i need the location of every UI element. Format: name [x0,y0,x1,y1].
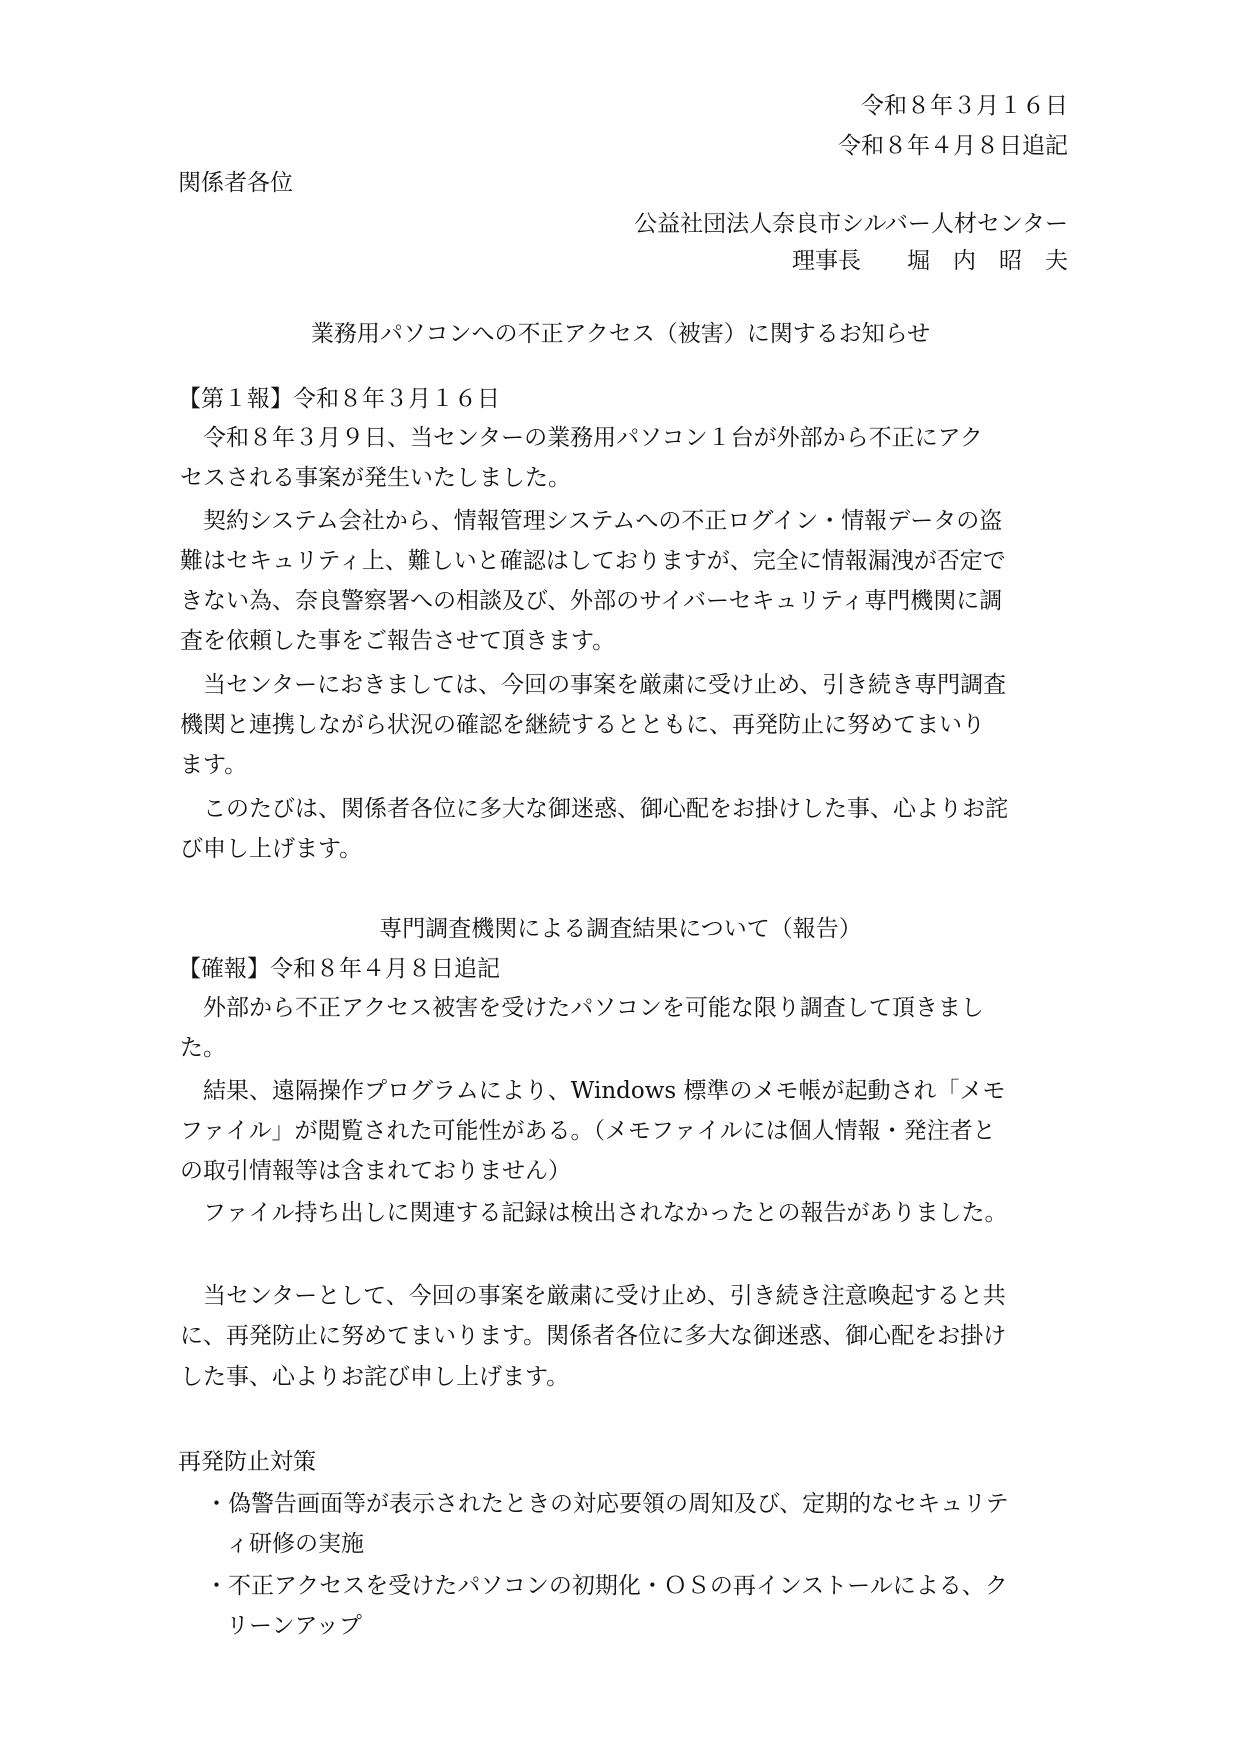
paragraph-line: ます。 [180,752,248,778]
date: 令和８年３月１６日 [861,93,1068,119]
measure-item: ・不正アクセスを受けたパソコンの初期化・ＯＳの再インストールによる、ク [205,1573,1008,1599]
signatory: 理事長 堀 内 昭 夫 [792,248,1068,274]
paragraph-line: 契約システム会社から、情報管理システムへの不正ログイン・情報データの盗 [203,508,1003,534]
measure-item-continuation: ィ研修の実施 [226,1531,364,1557]
paragraph-line: ファイル」が閲覧された可能性がある。（メモファイルには個人情報・発注者と [180,1118,996,1144]
measure-item: ・偽警告画面等が表示されたときの対応要領の周知及び、定期的なセキュリテ [205,1491,1009,1517]
measure-item-continuation: リーンアップ [226,1613,362,1639]
paragraph-line: 当センターにおきましては、今回の事案を厳粛に受け止め、引き続き専門調査 [203,672,1007,698]
organization: 公益社団法人奈良市シルバー人材センター [634,211,1068,237]
paragraph-line: 令和８年３月９日、当センターの業務用パソコン１台が外部から不正にアク [203,425,983,451]
measures-heading: 再発防止対策 [178,1449,316,1475]
notice-title: 業務用パソコンへの不正アクセス（被害）に関するお知らせ [310,321,931,347]
result-title: 専門調査機関による調査結果について（報告） [379,916,862,942]
paragraph-line: きない為、奈良警察署への相談及び、外部のサイバーセキュリティ専門機関に調 [180,588,1003,614]
paragraph-line: 機関と連携しながら状況の確認を継続するとともに、再発防止に努めてまいり [180,712,985,738]
paragraph-line: 外部から不正アクセス被害を受けたパソコンを可能な限り調査して頂きまし [203,995,984,1021]
paragraph-line: セスされる事案が発生いたしました。 [180,465,571,491]
closing-line: 当センターとして、今回の事案を厳粛に受け止め、引き続き注意喚起すると共 [203,1283,1006,1309]
first-report-label: 【第１報】令和８年３月１６日 [178,386,500,412]
closing-line: に、再発防止に努めてまいります。関係者各位に多大な御迷惑、御心配をお掛け [180,1323,1007,1349]
paragraph-line: の取引情報等は含まれておりません） [180,1158,571,1184]
paragraph-line: このたびは、関係者各位に多大な御迷惑、御心配をお掛けした事、心よりお詫 [203,796,1008,822]
closing-line: した事、心よりお詫び申し上げます。 [180,1364,570,1390]
paragraph-line: 結果、遠隔操作プログラムにより、Windows 標準のメモ帳が起動され「メモ [203,1078,1006,1104]
paragraph-line: た。 [180,1035,226,1061]
confirmed-report-label: 【確報】令和８年４月８日追記 [178,956,500,982]
addressee: 関係者各位 [178,170,293,196]
paragraph-line: 査を依頼した事をご報告させて頂きます。 [180,628,616,654]
paragraph-line: び申し上げます。 [180,836,363,862]
paragraph-line: 難はセキュリティ上、難しいと確認はしておりますが、完全に情報漏洩が否定で [180,548,1006,574]
paragraph-line: ファイル持ち出しに関連する記録は検出されなかったとの報告がありました。 [203,1200,1008,1226]
addendum-date: 令和８年４月８日追記 [838,133,1068,159]
